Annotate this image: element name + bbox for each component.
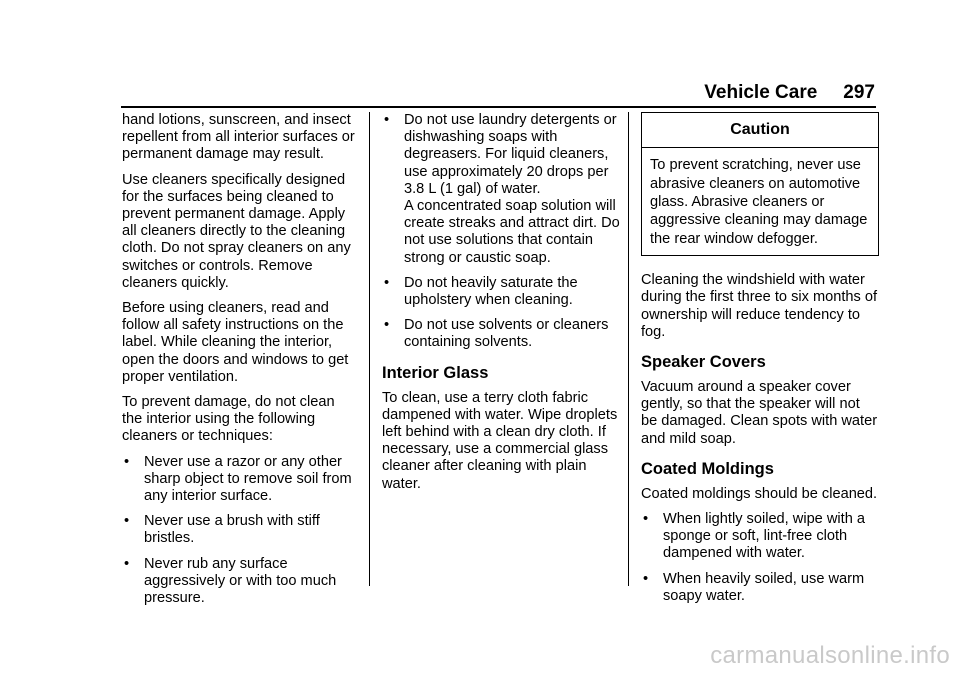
bullet-icon: • <box>643 570 649 587</box>
bullet-icon: • <box>384 274 390 291</box>
paragraph: Cleaning the windshield with water during the first three to six months of ownership will reduce tendency to fog. <box>641 272 878 340</box>
watermark: carmanualsonline.info <box>710 642 950 669</box>
list-item-text: When lightly soiled, wipe with a sponge or soft, lint-free cloth dampened with water. <box>663 511 865 562</box>
paragraph: Coated moldings should be cleaned. <box>641 485 878 502</box>
list-item <box>382 112 620 267</box>
list-item <box>641 571 879 605</box>
header-rule <box>121 106 876 108</box>
list-item <box>122 454 358 506</box>
bullet-icon: • <box>124 453 130 470</box>
column-3 <box>641 112 879 613</box>
paragraph: To clean, use a terry cloth fabric dampened with water. Wipe droplets left behind with a clean dry cloth. If necessary, use a commercial glass cleaner after cleaning with plain water. <box>382 389 618 492</box>
list-item-text: Do not heavily saturate the upholstery when cleaning. <box>404 274 578 309</box>
page-number: 297 <box>843 82 875 103</box>
column-1 <box>122 112 358 615</box>
section-heading: Coated Moldings <box>641 459 774 478</box>
list-item-text: Never rub any surface aggressively or with too much pressure. <box>144 555 337 607</box>
bullet-icon: • <box>384 112 390 128</box>
page-header <box>704 82 875 104</box>
list-item <box>122 556 358 608</box>
paragraph: Vacuum around a speaker cover gently, so that the speaker will not be damaged. Clean spots with water and mild soap. <box>641 379 878 447</box>
caution-title: Caution <box>642 113 878 148</box>
list-item-text: Never use a razor or any other sharp object to remove soil from any interior surface. <box>144 453 352 505</box>
list-item-text: When heavily soiled, use warm soapy water. <box>663 570 865 604</box>
bullet-icon: • <box>384 317 390 334</box>
section-heading: Interior Glass <box>382 363 489 382</box>
list-item-text: Do not use laundry detergents or dishwashing soaps with degreasers. For liquid cleaners, use approximately 20 drops per 3.8 L (1 gal) of water. <box>404 112 617 197</box>
bullet-icon: • <box>124 555 130 572</box>
list-item-text: A concentrated soap solution will create streaks and attract dirt. Do not use solutions that contain strong or caustic soap. <box>404 198 620 266</box>
bullet-icon: • <box>643 511 649 528</box>
paragraph: hand lotions, sunscreen, and insect repellent from all interior surfaces or permanent damage may result. <box>122 112 355 163</box>
paragraph: Use cleaners specifically designed for the surfaces being cleaned to prevent permanent damage. Apply all cleaners directly to the cleaning cloth. Do not spray cleaners on any switches or controls. Remove cleaners quickly. <box>122 171 351 291</box>
caution-box <box>641 112 879 256</box>
column-2 <box>382 112 620 501</box>
section-title: Vehicle Care <box>704 82 818 103</box>
paragraph: Before using cleaners, read and follow all safety instructions on the label. While cleaning the interior, open the doors and windows to get proper ventilation. <box>122 300 349 385</box>
column-divider <box>628 112 629 586</box>
list-item <box>641 511 879 563</box>
list-item <box>122 513 358 547</box>
list-item <box>382 275 620 309</box>
column-divider <box>369 112 370 586</box>
bullet-icon: • <box>124 513 130 530</box>
paragraph: To prevent damage, do not clean the interior using the following cleaners or techniques: <box>122 394 335 445</box>
list-item-text: Never use a brush with stiff bristles. <box>144 513 320 547</box>
section-heading: Speaker Covers <box>641 353 766 372</box>
caution-text: To prevent scratching, never use abrasive cleaners on automotive glass. Abrasive cleaners or aggressive cleaning may damage the rear window defogger. <box>650 157 868 247</box>
list-item <box>382 317 620 351</box>
list-item-text: Do not use solvents or cleaners containing solvents. <box>404 317 609 351</box>
